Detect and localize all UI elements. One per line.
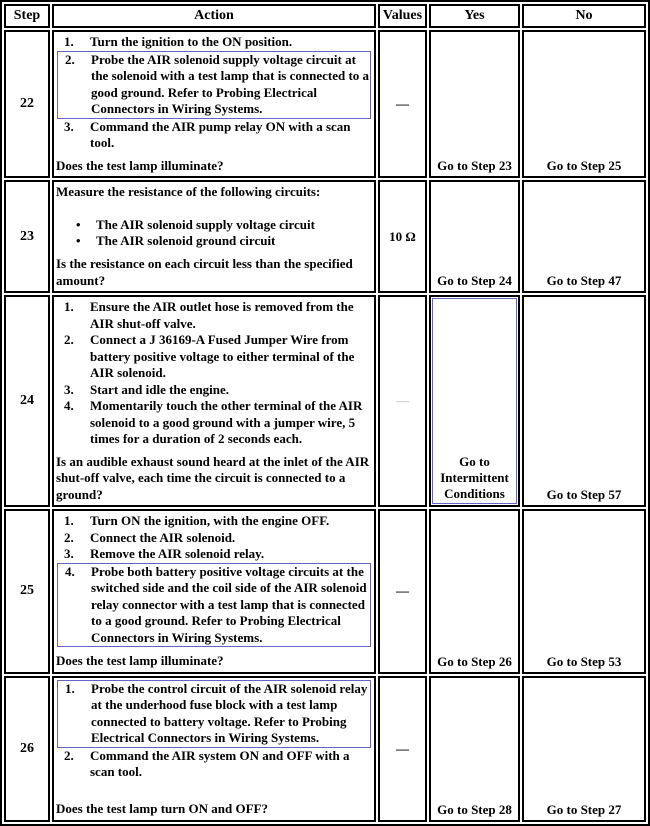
no-cell bbox=[522, 676, 646, 822]
table-row-step-24 bbox=[4, 295, 646, 507]
values-cell bbox=[378, 509, 427, 674]
no-goto: Go to Step 47 bbox=[546, 273, 622, 288]
bullet-text: The AIR solenoid supply voltage circuit bbox=[96, 216, 315, 232]
action-step-item bbox=[56, 119, 372, 152]
action-step-text: Start and idle the engine. bbox=[90, 381, 230, 397]
action-steps-list bbox=[56, 680, 372, 781]
no-cell bbox=[522, 295, 646, 507]
action-steps-list bbox=[56, 299, 372, 448]
no-goto: Go to Step 27 bbox=[546, 801, 622, 817]
bullet-marker: • bbox=[76, 216, 81, 232]
values-cell bbox=[378, 676, 427, 822]
no-cell bbox=[522, 509, 646, 674]
table-row-step-26 bbox=[4, 676, 646, 822]
values-dash: — bbox=[396, 393, 409, 408]
action-step-item bbox=[56, 748, 372, 781]
no-goto: Go to Step 25 bbox=[546, 158, 622, 173]
yes-goto: Go to Step 28 bbox=[437, 801, 512, 817]
no-goto: Go to Step 57 bbox=[546, 487, 622, 502]
no-cell bbox=[522, 180, 646, 293]
action-cell bbox=[52, 180, 376, 293]
step-number: 22 bbox=[4, 30, 50, 178]
list-marker: 2. bbox=[64, 747, 74, 763]
action-steps-list bbox=[56, 34, 372, 152]
bullet-item bbox=[56, 233, 372, 250]
yes-goto: Go to Step 23 bbox=[437, 158, 512, 173]
step-number: 25 bbox=[4, 509, 50, 674]
action-question: Does the test lamp illuminate? bbox=[56, 653, 224, 668]
list-marker: 1. bbox=[64, 513, 74, 528]
yes-goto-link[interactable]: Go to Intermittent Conditions bbox=[432, 298, 517, 504]
header-yes: Yes bbox=[429, 4, 520, 28]
action-question: Does the test lamp illuminate? bbox=[56, 157, 224, 173]
list-marker: 1. bbox=[64, 299, 74, 314]
bullet-list bbox=[56, 217, 372, 250]
action-intro: Measure the resistance of the following circuits: bbox=[56, 184, 321, 199]
action-step-text: Probe the control circuit of the AIR solenoid relay at the underhood fuse block with a test lamp connected to battery voltage. Refer to Probing Electrical Connectors in Wiring Systems. bbox=[91, 680, 368, 745]
list-marker: 3. bbox=[64, 118, 74, 134]
action-step-text: Command the AIR pump relay ON with a scan tool. bbox=[90, 118, 351, 150]
header-no: No bbox=[522, 4, 646, 28]
action-step-item bbox=[56, 299, 372, 332]
action-step-text: Probe both battery positive voltage circuits at the switched side and the coil side of the AIR solenoid relay connector with a test lamp that is connected to a good ground. Refer to Probing Electrical Connectors in Wiring Systems. bbox=[91, 563, 367, 645]
no-goto: Go to Step 53 bbox=[546, 653, 622, 669]
action-step-text: Remove the AIR solenoid relay. bbox=[90, 546, 265, 561]
yes-cell bbox=[429, 509, 520, 674]
header-values: Values bbox=[378, 4, 427, 28]
action-cell bbox=[52, 509, 376, 674]
header-action: Action bbox=[52, 4, 376, 28]
header-row bbox=[4, 4, 646, 28]
link-reference[interactable] bbox=[57, 680, 371, 748]
action-step-text: Ensure the AIR outlet hose is removed from the AIR shut-off valve. bbox=[90, 299, 354, 331]
list-marker: 1. bbox=[64, 34, 74, 49]
action-cell bbox=[52, 676, 376, 822]
values-spec: 10 Ω bbox=[389, 228, 416, 244]
link-reference[interactable] bbox=[57, 563, 371, 648]
action-question: Is an audible exhaust sound heard at the inlet of the AIR shut-off valve, each time the circuit is connected to a ground? bbox=[56, 453, 370, 502]
bullet-text: The AIR solenoid ground circuit bbox=[96, 233, 276, 248]
action-question: Is the resistance on each circuit less than the specified amount? bbox=[56, 256, 353, 288]
list-marker: 4. bbox=[65, 563, 75, 579]
action-step-item bbox=[56, 398, 372, 448]
list-marker: 2. bbox=[65, 51, 75, 67]
action-cell bbox=[52, 30, 376, 178]
link-reference[interactable] bbox=[57, 51, 371, 119]
action-cell bbox=[52, 295, 376, 507]
bullet-item bbox=[56, 217, 372, 234]
table-row-step-22 bbox=[4, 30, 646, 178]
yes-goto: Go to Step 24 bbox=[437, 273, 512, 288]
values-cell bbox=[378, 295, 427, 507]
action-step-item bbox=[56, 513, 372, 530]
list-marker: 3. bbox=[64, 381, 74, 397]
action-question: Does the test lamp turn ON and OFF? bbox=[56, 801, 268, 816]
table-row-step-25 bbox=[4, 509, 646, 674]
values-dash: — bbox=[396, 583, 409, 599]
no-cell bbox=[522, 30, 646, 178]
yes-cell bbox=[429, 676, 520, 822]
action-step-item bbox=[56, 382, 372, 399]
action-step-item bbox=[56, 34, 372, 51]
list-marker: 2. bbox=[64, 529, 74, 545]
values-cell bbox=[378, 180, 427, 293]
action-step-text: Probe the AIR solenoid supply voltage circuit at the solenoid with a test lamp that is connected to a good ground. Refer to Probing Electrical Connectors in Wiring Systems. bbox=[91, 51, 370, 116]
values-dash: — bbox=[396, 96, 409, 111]
step-number: 23 bbox=[4, 180, 50, 293]
list-marker: 4. bbox=[64, 398, 74, 413]
step-number: 24 bbox=[4, 295, 50, 507]
action-step-text: Momentarily touch the other terminal of the AIR solenoid to a good ground with a jumper wire, 5 times for a duration of 2 seconds each. bbox=[90, 398, 363, 446]
values-dash: — bbox=[396, 740, 409, 756]
action-step-text: Connect a J 36169-A Fused Jumper Wire from battery positive voltage to either terminal of the AIR solenoid. bbox=[90, 332, 355, 380]
list-marker: 2. bbox=[64, 332, 74, 347]
yes-cell bbox=[429, 295, 520, 507]
action-step-text: Connect the AIR solenoid. bbox=[90, 529, 236, 545]
list-marker: 3. bbox=[64, 546, 74, 561]
action-step-item bbox=[56, 530, 372, 547]
action-body bbox=[56, 184, 372, 250]
action-step-item bbox=[56, 546, 372, 563]
values-cell bbox=[378, 30, 427, 178]
step-number: 26 bbox=[4, 676, 50, 822]
yes-cell bbox=[429, 180, 520, 293]
yes-goto: Go to Step 26 bbox=[437, 653, 512, 669]
list-marker: 1. bbox=[65, 680, 75, 696]
table-row-step-23 bbox=[4, 180, 646, 293]
action-step-text: Turn the ignition to the ON position. bbox=[90, 34, 293, 49]
bullet-marker: • bbox=[76, 233, 81, 248]
action-step-text: Turn ON the ignition, with the engine OFF. bbox=[90, 513, 330, 528]
action-step-item bbox=[56, 332, 372, 382]
header-step: Step bbox=[4, 4, 50, 28]
yes-cell bbox=[429, 30, 520, 178]
action-steps-list bbox=[56, 513, 372, 647]
action-step-text: Command the AIR system ON and OFF with a scan tool. bbox=[90, 747, 350, 779]
